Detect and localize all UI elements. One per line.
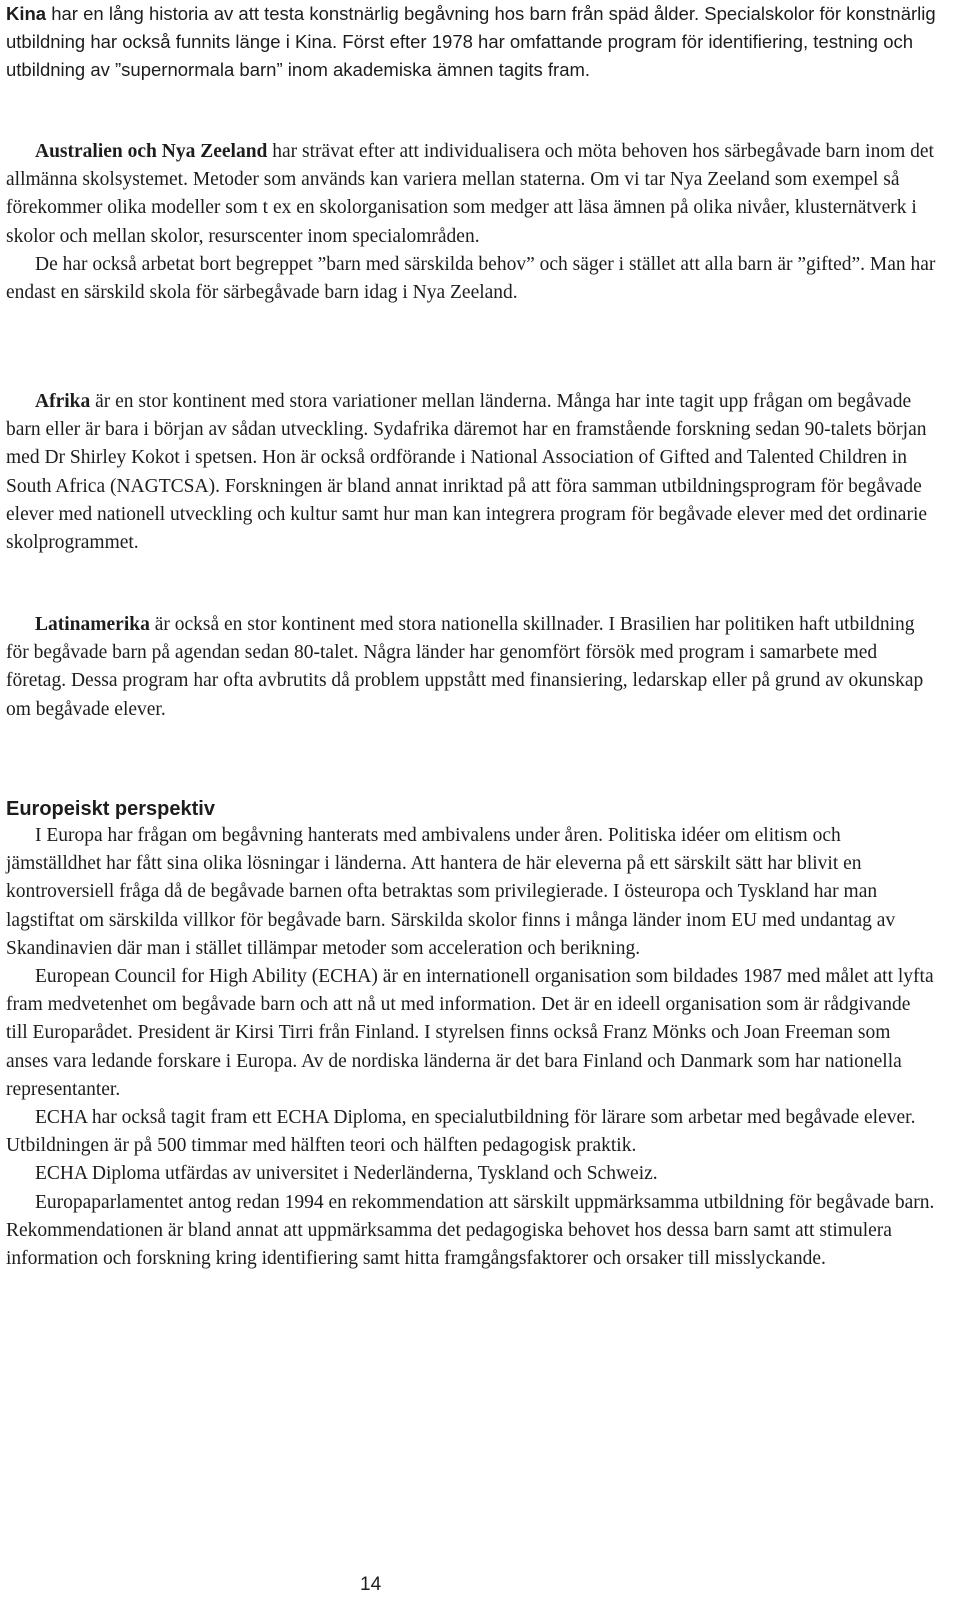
australien-text	[6, 138, 936, 251]
section-europa	[6, 796, 936, 1273]
paragraph-latinamerika	[6, 611, 936, 724]
page-number: 14	[360, 1574, 382, 1595]
paragraph-australien	[6, 138, 936, 307]
australien-lead: Australien och Nya Zeeland	[35, 141, 268, 162]
paragraph-afrika	[6, 388, 936, 557]
europa-paragraph-4: ECHA Diploma utfärdas av universitet i Nederländerna, Tyskland och Schweiz.	[35, 1163, 658, 1185]
latinamerika-lead: Latinamerika	[35, 614, 150, 635]
europa-paragraph-2: European Council for High Ability (ECHA) är en internationell organisation som bildades 1987 med målet att lyfta fram medvetenhet om begåvade barn och att nå ut med information. Det är en ideell organisation som är rådgivande till Europarådet. President är Kirsi Tirri från Finland. I styrelsen finns också Franz Mönks och Joan Freeman som anses vara ledande forskare i Europa. Av de nordiska länderna är det bara Finland och Danmark som har nationella representanter.	[6, 966, 934, 1100]
paragraph-kina	[6, 0, 936, 85]
kina-lead: Kina	[6, 3, 47, 24]
kina-body: har en lång historia av att testa konstnärlig begåvning hos barn från späd ålder. Specialskolor för konstnärlig utbildning har också funnits länge i Kina. Först efter 1978 har omfattande program för identifiering, testning och utbildning av ”supernormala barn” inom akademiska ämnen tagits fram.	[6, 3, 936, 81]
australien-text-2: De har också arbetat bort begreppet ”barn med särskilda behov” och säger i stället att alla barn är ”gifted”. Man har endast en särskild skola för särbegåvade barn idag i Nya Zeeland.	[6, 253, 936, 304]
europa-paragraph-1: I Europa har frågan om begåvning hanterats med ambivalens under åren. Politiska idéer om elitism och jämställdhet har fått sina olika lösningar i länderna. Att hantera de här eleverna på ett särskilt sätt har blivit en kontroversiell fråga då de begåvade barnen ofta betraktas som privilegierade. I östeuropa och Tyskland har man lagstiftat om särskilda villkor för begåvade barn. Särskilda skolor finns i många länder inom EU med undantag av Skandinavien där man i stället tillämpar metoder som acceleration och berikning.	[6, 825, 896, 959]
europa-paragraph-5: Europaparlamentet antog redan 1994 en rekommendation att särskilt uppmärksamma utbildning för begåvade barn. Rekommendationen är bland annat att uppmärksamma det pedagogiska behovet hos dessa barn samt att stimulera information och forskning kring identifiering samt hitta framgångsfaktorer och orsaker till misslyckande.	[6, 1191, 935, 1270]
afrika-lead: Afrika	[35, 391, 91, 412]
latinamerika-text	[6, 611, 936, 724]
section-heading: Europeiskt perspektiv	[6, 798, 215, 820]
kina-text	[6, 0, 936, 85]
afrika-text	[6, 388, 936, 557]
latinamerika-body: är också en stor kontinent med stora nationella skillnader. I Brasilien har politiken haft utbildning för begåvade barn på agendan sedan 80-talet. Några länder har genomfört försök med program i samarbete med företag. Dessa program har ofta avbrutits då problem uppstått med finansiering, ledarskap eller på grund av okunskap om begåvade elever.	[6, 614, 924, 720]
afrika-body: är en stor kontinent med stora variationer mellan länderna. Många har inte tagit upp frågan om begåvade barn eller är bara i början av sådan utveckling. Sydafrika däremot har en framstående forskning sedan 90-talets början med Dr Shirley Kokot i spetsen. Hon är också ordförande i National Association of Gifted and Talented Children in South Africa (NAGTCSA). Forskningen är bland annat inriktad på att föra samman utbildningsprogram för begåvade elever med nationell utveckling och kultur samt hur man kan integrera program för begåvade elever med det ordinarie skolprogrammet.	[6, 391, 928, 554]
australien-body: har strävat efter att individualisera och möta behoven hos särbegåvade barn inom det allmänna skolsystemet. Metoder som används kan variera mellan staterna. Om vi tar Nya Zeeland som exempel så förekommer olika modeller som t ex en skolorganisation som medger att läsa ämnen på olika nivåer, klusternätverk i skolor och mellan skolor, resurscenter inom specialområden.	[6, 141, 934, 247]
europa-paragraph-3: ECHA har också tagit fram ett ECHA Diploma, en specialutbildning för lärare som arbetar med begåvade elever. Utbildningen är på 500 timmar med hälften teori och hälften pedagogisk praktik.	[6, 1107, 916, 1157]
